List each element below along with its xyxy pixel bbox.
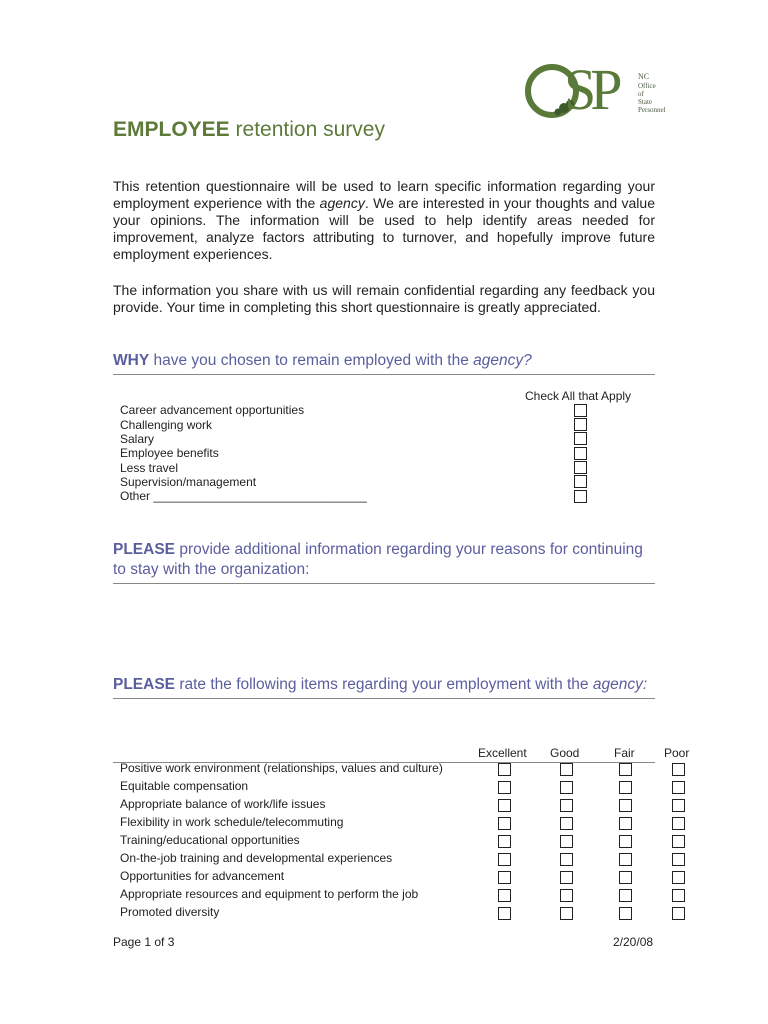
page-title: EMPLOYEE retention survey	[113, 118, 385, 141]
rating-checkbox-excellent[interactable]	[498, 763, 511, 776]
rating-column-poor: Poor	[664, 746, 690, 760]
rating-checkbox-excellent[interactable]	[498, 853, 511, 866]
rating-checkbox-good[interactable]	[560, 817, 573, 830]
rating-checkbox-excellent[interactable]	[498, 799, 511, 812]
reason-checkbox[interactable]	[574, 447, 587, 460]
rating-item-label: Promoted diversity	[120, 905, 220, 919]
rating-item-label: Positive work environment (relationships, values and culture)	[120, 761, 443, 775]
rating-checkbox-fair[interactable]	[619, 871, 632, 884]
rating-checkbox-fair[interactable]	[619, 835, 632, 848]
rating-checkbox-excellent[interactable]	[498, 781, 511, 794]
rating-checkbox-good[interactable]	[560, 853, 573, 866]
reason-checkbox[interactable]	[574, 461, 587, 474]
intro-paragraph-2: The information you share with us will remain confidential regarding any feedback you provide. Your time in completing this short questionnaire is greatly appreciated.	[113, 282, 655, 315]
rating-checkbox-good[interactable]	[560, 889, 573, 902]
rating-checkbox-poor[interactable]	[672, 889, 685, 902]
rating-column-fair: Fair	[614, 746, 635, 760]
logo-subtitle: Office of State Personnel	[638, 82, 666, 114]
rating-checkbox-poor[interactable]	[672, 835, 685, 848]
rating-section-heading: PLEASE rate the following items regarding your employment with the agency:	[113, 675, 655, 699]
rating-checkbox-fair[interactable]	[619, 889, 632, 902]
rating-item-label: Flexibility in work schedule/telecommuting	[120, 815, 344, 829]
intro-paragraph-1: This retention questionnaire will be used to learn specific information regarding your employment experience with the agency. We are interested in your thoughts and value your opinions. The information will be used to help identify areas needed for improvement, analyze factors attributing to turnover, and hopefully improve future employment experiences.	[113, 178, 655, 262]
rating-item-label: Training/educational opportunities	[120, 833, 300, 847]
logo-letters: SP	[564, 57, 617, 122]
rating-checkbox-poor[interactable]	[672, 907, 685, 920]
rating-column-good: Good	[550, 746, 580, 760]
reason-checkbox[interactable]	[574, 404, 587, 417]
reason-label: Employee benefits	[120, 446, 219, 460]
rating-checkbox-excellent[interactable]	[498, 889, 511, 902]
rating-checkbox-fair[interactable]	[619, 853, 632, 866]
rating-checkbox-excellent[interactable]	[498, 817, 511, 830]
why-section-heading: WHY have you chosen to remain employed with the agency?	[113, 351, 655, 375]
rating-item-label: Opportunities for advancement	[120, 869, 285, 883]
reason-label: Other ________________________________	[120, 489, 367, 503]
rating-checkbox-poor[interactable]	[672, 871, 685, 884]
reason-label: Supervision/management	[120, 475, 257, 489]
reason-label: Challenging work	[120, 418, 213, 432]
rating-item-label: Appropriate resources and equipment to perform the job	[120, 887, 419, 901]
rating-checkbox-good[interactable]	[560, 781, 573, 794]
rating-checkbox-excellent[interactable]	[498, 835, 511, 848]
reason-checkbox[interactable]	[574, 432, 587, 445]
logo-nc: NC	[638, 72, 650, 81]
osp-logo	[524, 57, 666, 122]
rating-column-excellent: Excellent	[478, 746, 527, 760]
rating-checkbox-good[interactable]	[560, 871, 573, 884]
reason-label: Salary	[120, 432, 155, 446]
rating-checkbox-fair[interactable]	[619, 763, 632, 776]
rating-checkbox-good[interactable]	[560, 835, 573, 848]
page-number: Page 1 of 3	[113, 935, 175, 949]
rating-item-label: On-the-job training and developmental experiences	[120, 851, 393, 865]
additional-info-heading: PLEASE provide additional information regarding your reasons for continuing to stay with the organization:	[113, 540, 655, 584]
reason-checkbox[interactable]	[574, 418, 587, 431]
document-date: 2/20/08	[613, 935, 654, 949]
rating-checkbox-fair[interactable]	[619, 781, 632, 794]
reason-label: Career advancement opportunities	[120, 403, 305, 417]
check-all-label: Check All that Apply	[525, 389, 632, 403]
reason-checkbox[interactable]	[574, 490, 587, 503]
rating-checkbox-poor[interactable]	[672, 817, 685, 830]
rating-item-label: Equitable compensation	[120, 779, 249, 793]
rating-checkbox-fair[interactable]	[619, 907, 632, 920]
reason-checkbox[interactable]	[574, 475, 587, 488]
rating-checkbox-good[interactable]	[560, 907, 573, 920]
rating-checkbox-poor[interactable]	[672, 763, 685, 776]
rating-checkbox-fair[interactable]	[619, 799, 632, 812]
rating-checkbox-good[interactable]	[560, 763, 573, 776]
rating-checkbox-excellent[interactable]	[498, 871, 511, 884]
rating-checkbox-poor[interactable]	[672, 781, 685, 794]
rating-checkbox-good[interactable]	[560, 799, 573, 812]
rating-item-label: Appropriate balance of work/life issues	[120, 797, 326, 811]
rating-checkbox-poor[interactable]	[672, 853, 685, 866]
rating-checkbox-poor[interactable]	[672, 799, 685, 812]
rating-checkbox-excellent[interactable]	[498, 907, 511, 920]
rating-checkbox-fair[interactable]	[619, 817, 632, 830]
reason-label: Less travel	[120, 461, 179, 475]
